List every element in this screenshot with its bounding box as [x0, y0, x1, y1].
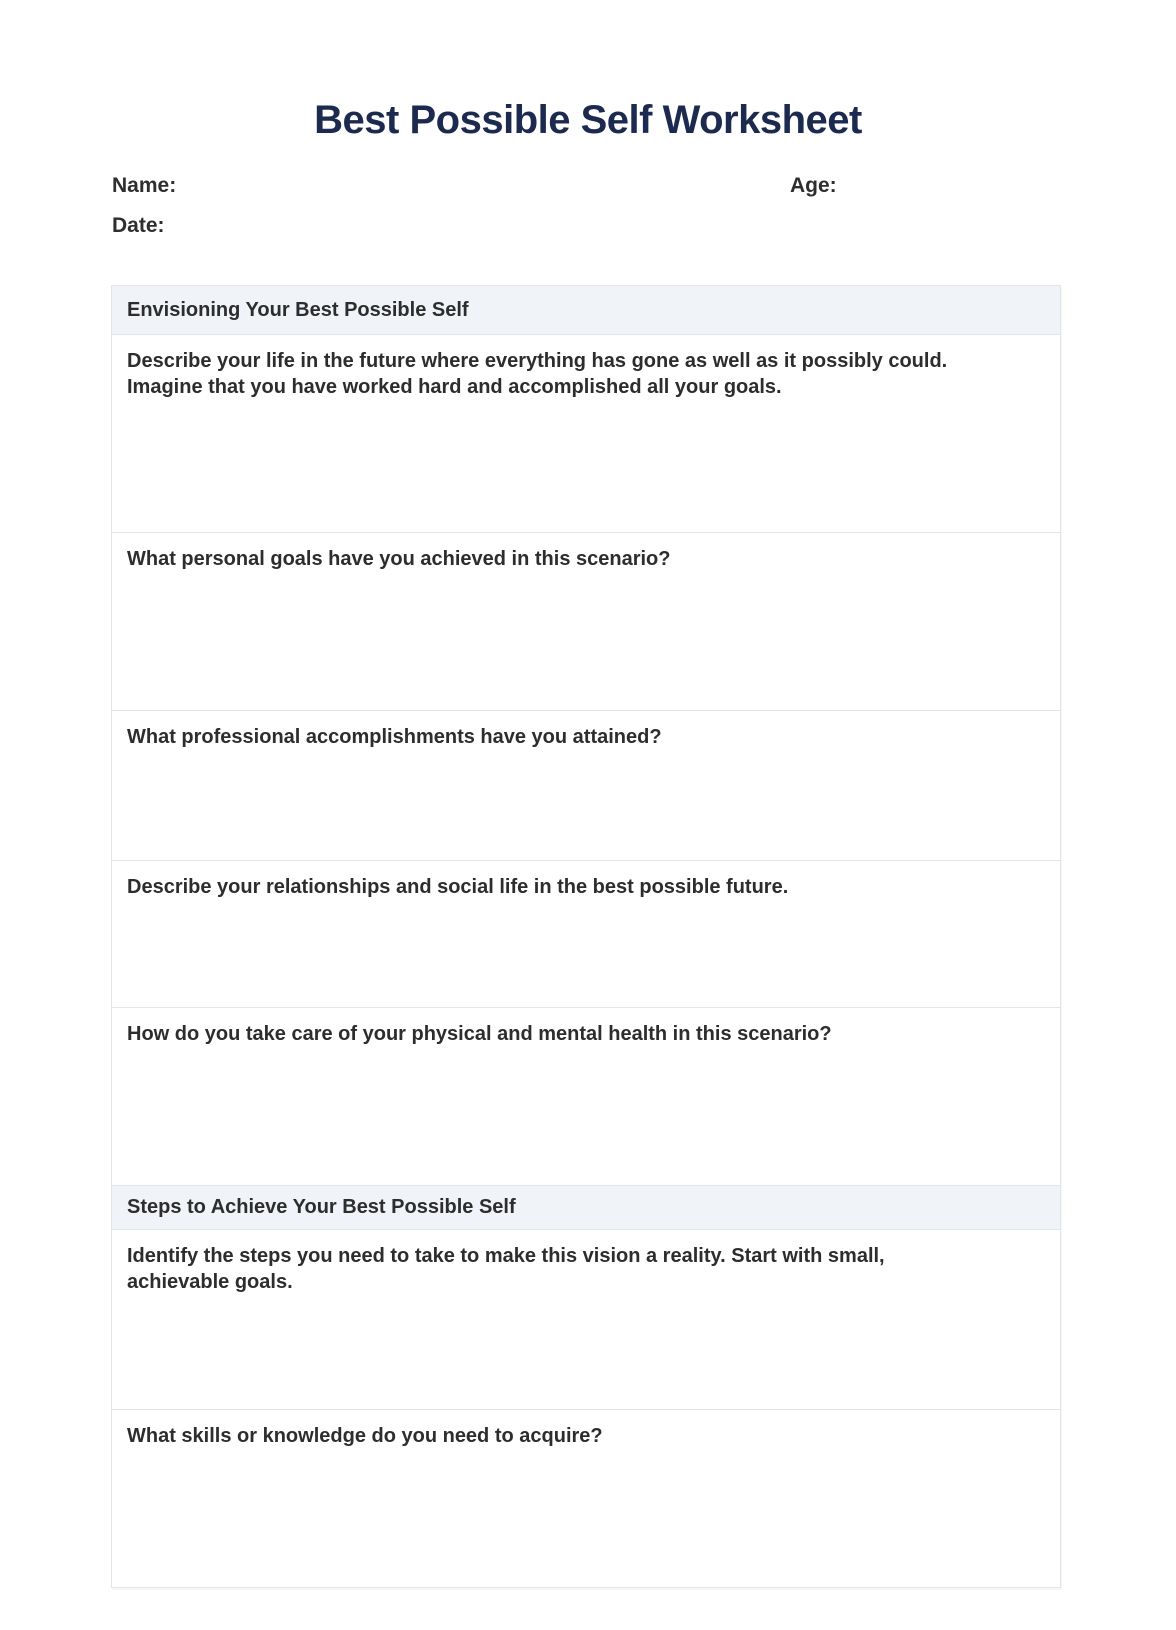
question-row-relationships [112, 861, 1060, 1008]
question-row-health [112, 1008, 1060, 1186]
worksheet-table [111, 285, 1061, 1588]
question-text: Identify the steps you need to take to make this vision a reality. Start with small, achievable goals. [127, 1245, 885, 1293]
section-header-text: Steps to Achieve Your Best Possible Self [127, 1196, 516, 1218]
question-row-skills-knowledge [112, 1410, 1060, 1587]
question-text: What personal goals have you achieved in this scenario? [127, 548, 671, 570]
question-text: What skills or knowledge do you need to acquire? [127, 1425, 603, 1447]
name-label: Name: [112, 174, 177, 197]
question-row-identify-steps [112, 1230, 1060, 1410]
question-row-professional-accomplishments [112, 711, 1060, 861]
section-header-envisioning [112, 286, 1060, 335]
question-row-future-life [112, 335, 1060, 533]
question-text: Describe your relationships and social life in the best possible future. [127, 876, 789, 898]
date-label: Date: [112, 214, 165, 237]
section-header-steps [112, 1186, 1060, 1230]
question-text: How do you take care of your physical and mental health in this scenario? [127, 1023, 832, 1045]
age-label: Age: [790, 174, 837, 197]
section-header-text: Envisioning Your Best Possible Self [127, 298, 469, 321]
page-title: Best Possible Self Worksheet [314, 98, 862, 142]
question-text: Describe your life in the future where everything has gone as well as it possibly could. Imagine that you have worked hard and accomplished all your goals. [127, 350, 948, 398]
question-row-personal-goals [112, 533, 1060, 711]
question-text: What professional accomplishments have you attained? [127, 726, 662, 748]
